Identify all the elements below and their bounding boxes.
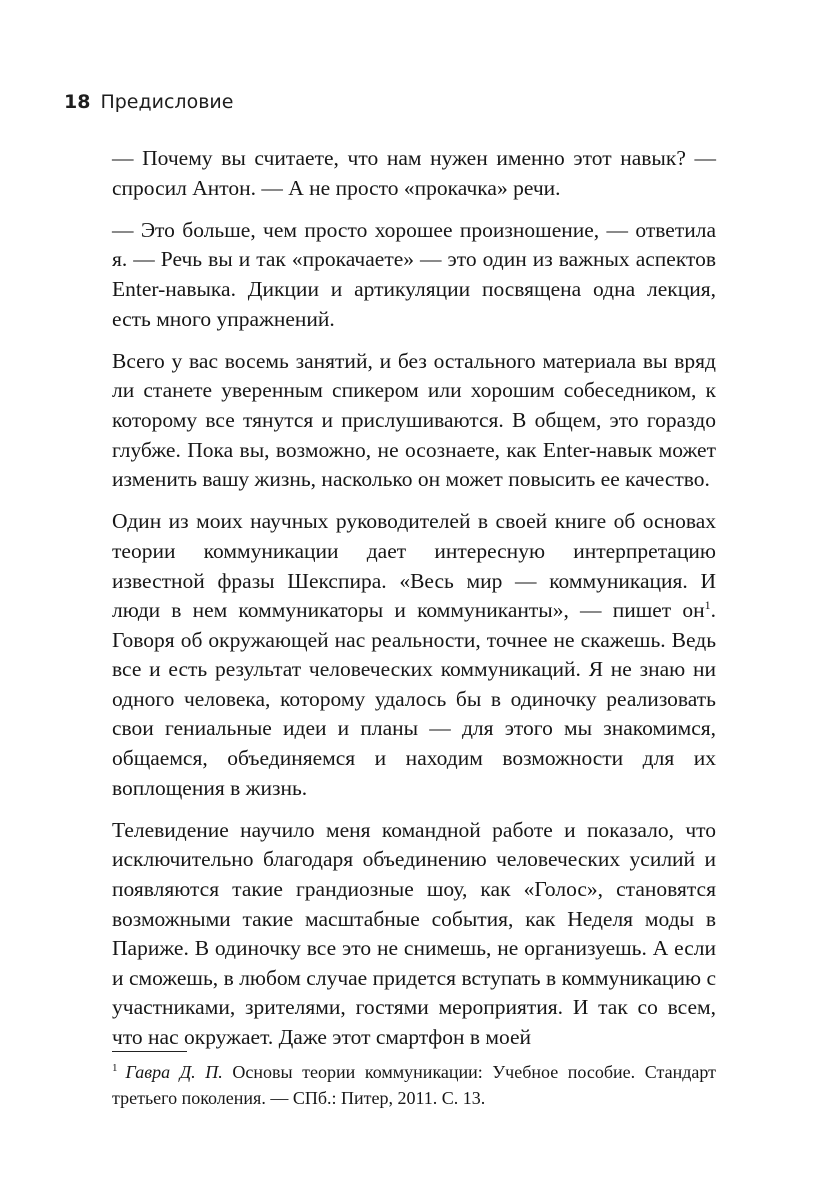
paragraph-1: — Почему вы считаете, что нам нужен именно этот навык? — спросил Антон. — А не просто «прокачка» речи. [112,146,716,200]
paragraph-5: Телевидение научило меня командной работе и показало, что исключительно благодаря объединению человеческих усилий и появляются такие грандиозные шоу, как «Голос», становятся возможными такие масштабные события, как Неделя моды в Париже. В одиночку все это не снимешь, не организуешь. А если и сможешь, в любом случае придется вступать в коммуникацию с участниками, зрителями, гостями мероприятия. И так со всем, что нас окружает. Даже этот смартфон в моей [112,817,716,1049]
footnote-divider [112,1051,187,1052]
paragraph-4-text-after-ref: . Говоря об окружающей нас реальности, точнее не скажешь. Ведь все и есть результат человеческих коммуникаций. Я не знаю ни одного человека, которому удалось бы в одиночку реализовать свои гениальные идеи и планы — для этого мы знакомимся, общаемся, объединяемся и находим возможности для их воплощения в жизнь. [112,598,716,800]
paragraph-4-text-before-ref: Один из моих научных руководителей в своей книге об основах теории коммуникации дает интересную интерпретацию известной фразы Шекспира. «Весь мир — коммуникация. И люди в нем коммуникаторы и коммуниканты», — пишет он [112,509,716,623]
page-number: 18 [64,91,91,113]
body-text [112,144,716,1065]
footnote [112,1060,716,1111]
running-head [64,88,233,116]
footnote-reference[interactable]: 1 [704,597,711,612]
paragraph-3: Всего у вас восемь занятий, и без остального материала вы вряд ли станете уверенным спикером или хорошим собеседником, к которому все тянутся и прислушиваются. В общем, это гораздо глубже. Пока вы, возможно, не осознаете, как Enter-навык может изменить вашу жизнь, насколько он может повысить ее качество. [112,348,716,492]
footnote-text: Основы теории коммуникации: Учебное пособие. Стандарт третьего поколения. — СПб.: Питер, 2011. С. 13. [112,1062,716,1108]
paragraph-2: — Это больше, чем просто хорошее произношение, — ответила я. — Речь вы и так «прокачаете» — это один из важных аспектов Enter-навыка. Дикции и артикуляции посвящена одна лекция, есть много упражнений. [112,217,716,331]
paragraph-4 [112,507,716,803]
section-title: Предисловие [100,91,234,113]
footnote-number: 1 [112,1062,118,1074]
footnote-author: Гавра Д. П. [125,1062,223,1082]
